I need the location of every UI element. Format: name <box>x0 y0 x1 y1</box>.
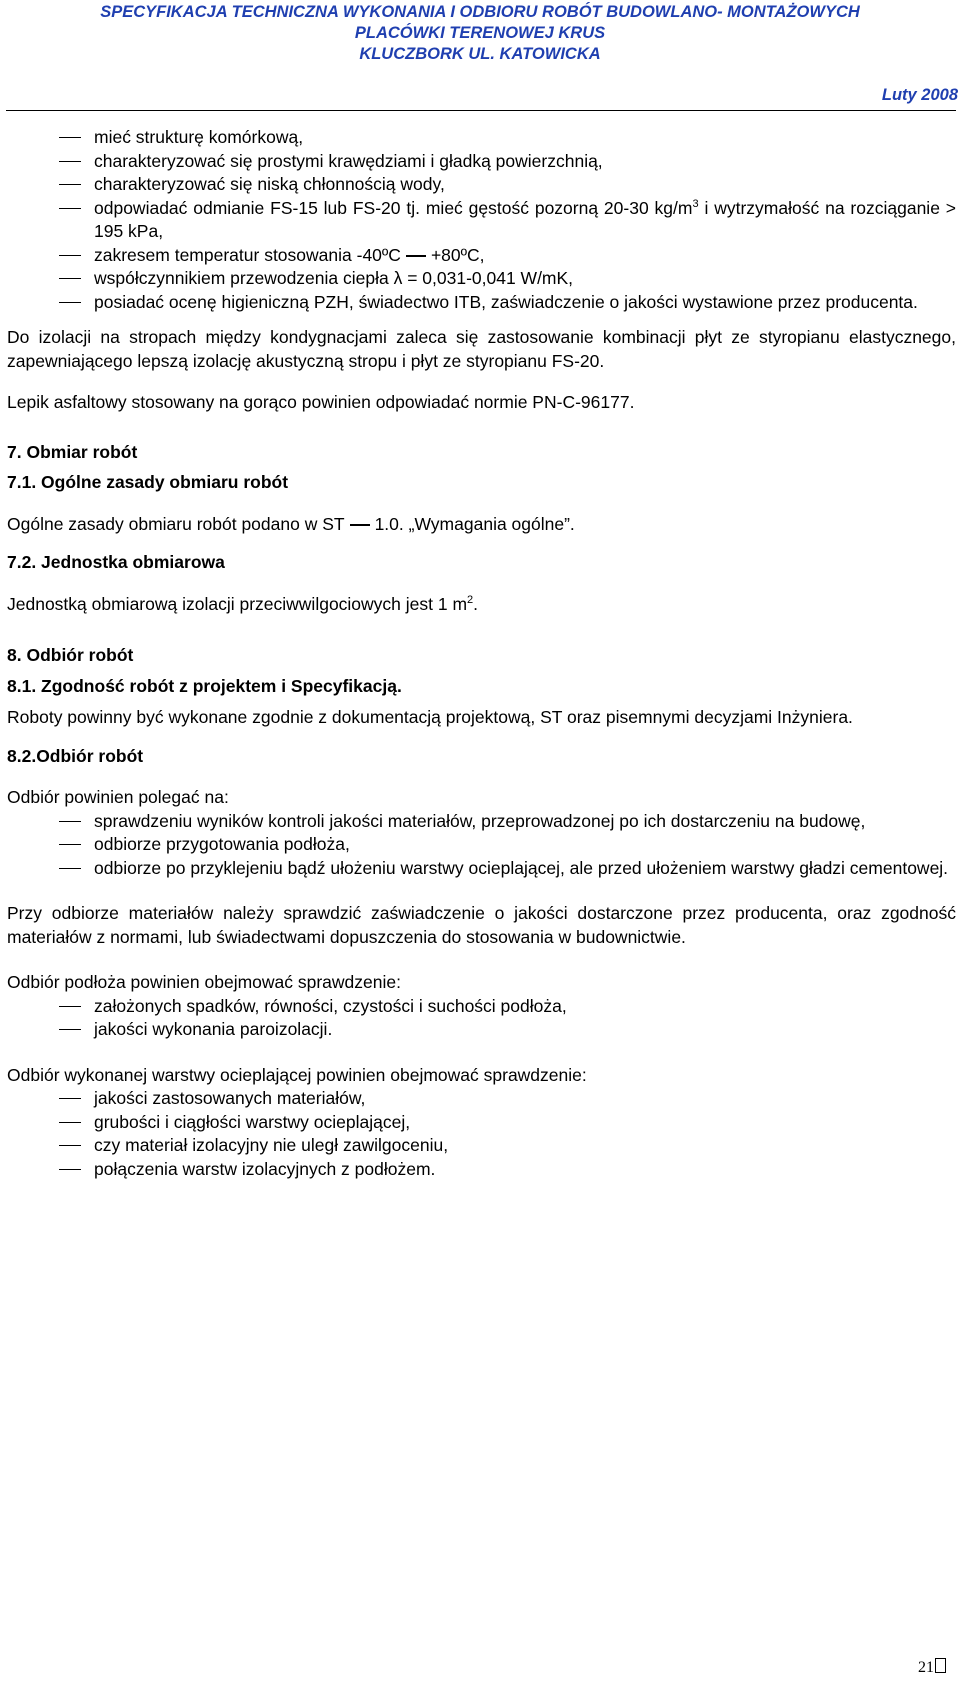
dash-bullet <box>59 844 81 845</box>
list-item: charakteryzować się prostymi krawędziami i gładką powierzchnią, <box>7 150 956 174</box>
list-item: jakości wykonania paroizolacji. <box>7 1018 956 1042</box>
superscript: 2 <box>467 593 474 606</box>
dash-bullet <box>59 137 81 138</box>
list-item: charakteryzować się niską chłonnością wody, <box>7 173 956 197</box>
list-item: zakresem temperatur stosowania -40ºC +80ºC, <box>7 244 956 268</box>
paragraph-8-1: Roboty powinny być wykonane zgodnie z dokumentacją projektową, ST oraz pisemnymi decyzjami Inżyniera. <box>7 707 853 727</box>
dash-bullet <box>59 255 81 256</box>
dash-bullet <box>59 1145 81 1146</box>
list-item: współczynnikiem przewodzenia ciepła λ = 0,031-0,041 W/mK, <box>7 267 956 291</box>
dash-bullet <box>59 1122 81 1123</box>
heading-7: 7. Obmiar robót <box>7 441 138 462</box>
page-number: 21 <box>918 1658 946 1677</box>
dash-bullet <box>59 278 81 279</box>
heading-8: 8. Odbiór robót <box>7 645 134 665</box>
heading-8-2: 8.2.Odbiór robót <box>7 745 144 766</box>
dash-bullet <box>59 821 81 822</box>
document-body <box>7 126 956 1181</box>
heading-8-1: 8.1. Zgodność robót z projektem i Specyfikacją. <box>7 675 402 696</box>
warstwa-list <box>7 1087 956 1181</box>
header-date: Luty 2008 <box>881 86 958 104</box>
superscript: 3 <box>692 197 699 210</box>
dash-bullet <box>59 1029 81 1030</box>
odbior-list <box>7 810 956 881</box>
heading-7-2: 7.2. Jednostka obmiarowa <box>7 552 225 572</box>
dash-bullet <box>59 1169 81 1170</box>
list-item: posiadać ocenę higieniczną PZH, świadectwo ITB, zaświadczenie o jakości wystawione przez producenta. <box>7 291 956 315</box>
list-item: sprawdzeniu wyników kontroli jakości materiałów, przeprowadzonej po ich dostarczeniu na budowę, <box>7 810 956 834</box>
dash-bullet <box>59 1006 81 1007</box>
list-item: odbiorze przygotowania podłoża, <box>7 833 956 857</box>
header-line-2: PLACÓWKI TERENOWEJ KRUS <box>354 24 606 42</box>
paragraph-przy-odbiorze: Przy odbiorze materiałów należy sprawdzić zaświadczenie o jakości dostarczone przez producenta, oraz zgodność materiałów z normami, lub świadectwami dopuszczenia do stosowania w budownictwie. <box>7 903 956 947</box>
dash-bullet <box>59 161 81 162</box>
paragraph-stropy: Do izolacji na stropach między kondygnacjami zaleca się zastosowanie kombinacji płyt ze styropianu elastycznego, zapewniającego lepszą izolację akustyczną stropu i płyt ze styropianu FS-20. <box>7 327 956 371</box>
paragraph-7-1: Ogólne zasady obmiaru robót podano w ST 1.0. „Wymagania ogólne”. <box>7 513 575 534</box>
requirements-list <box>7 126 956 314</box>
header-line-3: KLUCZBORK UL. KATOWICKA <box>359 45 601 63</box>
dash-bullet <box>59 302 81 303</box>
list-item: jakości zastosowanych materiałów, <box>7 1087 956 1111</box>
list-item: odbiorze po przyklejeniu bądź ułożeniu warstwy ocieplającej, ale przed ułożeniem warstwy gładzi cementowej. <box>7 857 956 881</box>
heading-7-1: 7.1. Ogólne zasady obmiaru robót <box>7 472 289 492</box>
dash-bullet <box>59 1098 81 1099</box>
list-item: odpowiadać odmianie FS-15 lub FS-20 tj. mieć gęstość pozorną 20-30 $kg/m^3$ i wytrzymałość na rozciąganie > 195 kPa, <box>7 197 956 244</box>
header-line-1: SPECYFIKACJA TECHNICZNA WYKONANIA I ODBIORU ROBÓT BUDOWLANO- MONTAŻOWYCH <box>100 3 860 21</box>
list-item: połączenia warstw izolacyjnych z podłożem. <box>7 1158 956 1182</box>
dash-bullet <box>59 868 81 869</box>
paragraph-odbior-podloza: Odbiór podłoża powinien obejmować sprawdzenie: <box>7 972 401 992</box>
dash-bullet <box>59 184 81 185</box>
list-item: mieć strukturę komórkową, <box>7 126 956 150</box>
header-divider <box>6 110 956 111</box>
inline-dash <box>406 255 426 256</box>
paragraph-odbior-warstwy: Odbiór wykonanej warstwy ocieplającej powinien obejmować sprawdzenie: <box>7 1064 587 1085</box>
dash-bullet <box>59 208 81 209</box>
paragraph-7-2: Jednostką obmiarową izolacji przeciwwilgociowych jest 1 $m^2$. <box>7 593 479 614</box>
inline-dash <box>350 524 370 525</box>
list-item: czy materiał izolacyjny nie uległ zawilgoceniu, <box>7 1134 956 1158</box>
missing-glyph-icon <box>935 1658 946 1673</box>
paragraph-lepik: Lepik asfaltowy stosowany na gorąco powinien odpowiadać normie PN-C-96177. <box>7 392 635 412</box>
document-header <box>0 2 960 65</box>
podloze-list <box>7 995 956 1042</box>
list-item: grubości i ciągłości warstwy ocieplającej, <box>7 1111 956 1135</box>
list-item: założonych spadków, równości, czystości i suchości podłoża, <box>7 995 956 1019</box>
paragraph-8-2: Odbiór powinien polegać na: <box>7 787 229 807</box>
